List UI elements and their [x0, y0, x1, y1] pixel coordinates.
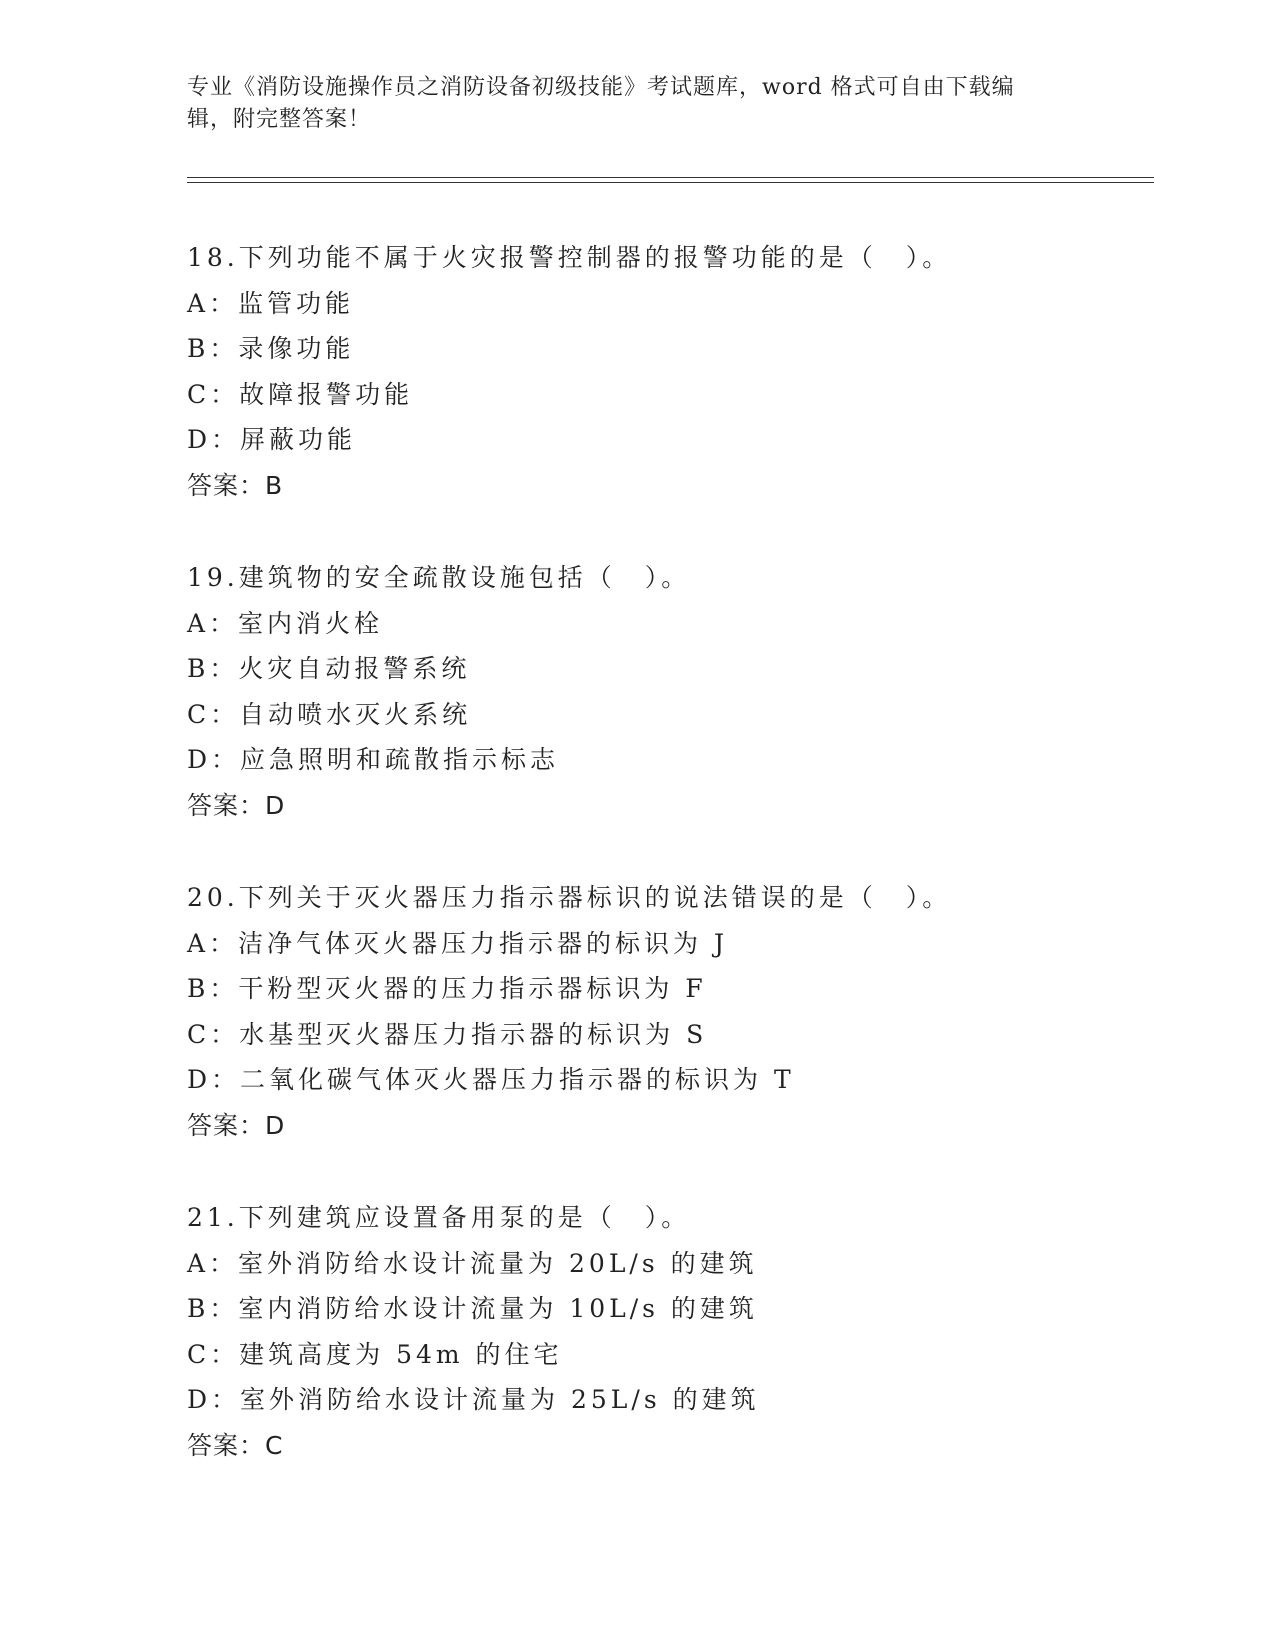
question-20: [187, 875, 1147, 1148]
option-d: D：屏蔽功能: [187, 425, 357, 454]
option-b: B：录像功能: [187, 334, 355, 363]
option-c: C：水基型灭火器压力指示器的标识为 S: [187, 1019, 708, 1049]
option-c: C：自动喷水灭火系统: [187, 699, 472, 729]
option-c: C：故障报警功能: [187, 379, 414, 409]
option-b: B：干粉型灭火器的压力指示器标识为 F: [187, 974, 707, 1003]
option-a: A：室内消火栓: [187, 608, 384, 638]
question-19: [187, 555, 1147, 828]
option-b: B：火灾自动报警系统: [187, 654, 471, 683]
option-d: D：室外消防给水设计流量为 25L/s 的建筑: [187, 1385, 760, 1414]
question-stem: 21.下列建筑应设置备用泵的是（ ）。: [187, 1203, 691, 1232]
option-a: A：监管功能: [187, 288, 355, 318]
header-divider-top: [187, 177, 1154, 178]
answer: 答案：B: [187, 470, 284, 500]
question-18: [187, 235, 1147, 508]
answer: 答案：D: [187, 1110, 286, 1140]
header-line-1: 专业《消防设施操作员之消防设备初级技能》考试题库，word 格式可自由下载编: [187, 75, 1015, 100]
question-stem: 20.下列关于灭火器压力指示器标识的说法错误的是（ ）。: [187, 883, 952, 912]
option-a: A：洁净气体灭火器压力指示器的标识为 J: [187, 928, 729, 958]
question-21: [187, 1195, 1147, 1468]
option-d: D：应急照明和疏散指示标志: [187, 745, 560, 774]
option-c: C：建筑高度为 54m 的住宅: [187, 1339, 563, 1369]
header-divider-bottom: [187, 182, 1154, 183]
question-stem: 19.建筑物的安全疏散设施包括（ ）。: [187, 563, 691, 592]
answer: 答案：D: [187, 790, 286, 820]
answer: 答案：C: [187, 1430, 284, 1460]
option-d: D：二氧化碳气体灭火器压力指示器的标识为 T: [187, 1065, 795, 1094]
option-a: A：室外消防给水设计流量为 20L/s 的建筑: [187, 1248, 758, 1278]
option-b: B：室内消防给水设计流量为 10L/s 的建筑: [187, 1294, 758, 1323]
document-header: [187, 72, 1067, 136]
header-line-2: 辑，附完整答案！: [187, 107, 372, 132]
question-stem: 18.下列功能不属于火灾报警控制器的报警功能的是（ ）。: [187, 243, 952, 272]
